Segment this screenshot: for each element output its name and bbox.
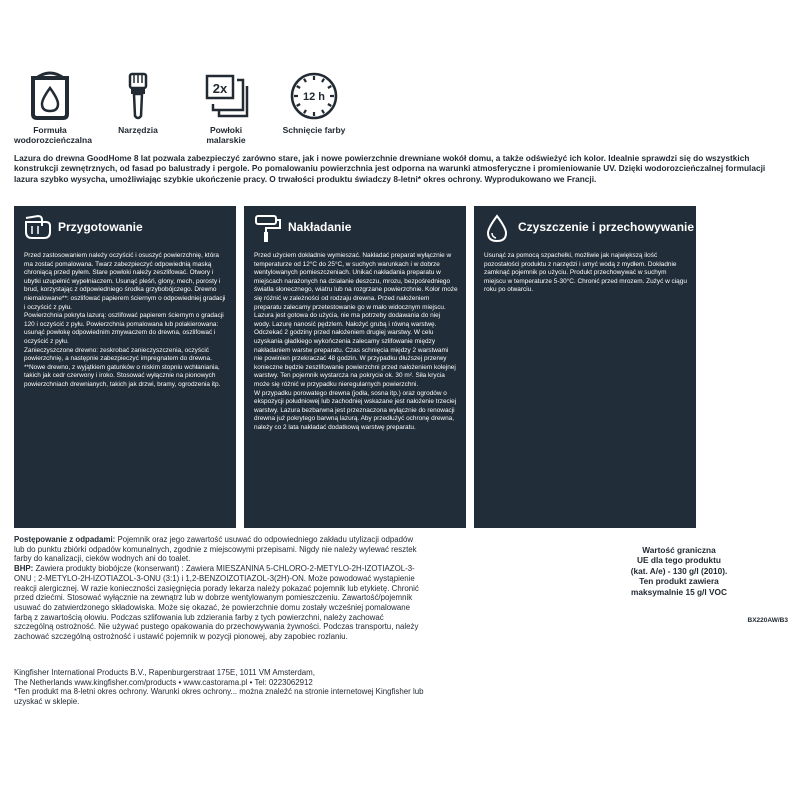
company-info <box>14 668 424 707</box>
feature-drying <box>278 70 350 135</box>
disposal-label: Postępowanie z odpadami: <box>14 535 116 544</box>
panel-paragraph: **Nowe drewno, z wyjątkiem gatunków o niskim stopniu wchłaniania, takich jak cedr czerwony i iroko. Stosować wyłącznie na pionowych powierzchniach drewnianych, takich jak drzwi, bramy, ogrodzenia itp. <box>24 363 221 388</box>
company-contact: The Netherlands www.kingfisher.com/products • www.castorama.pl • Tel: 0223062912 <box>14 677 313 687</box>
feature-label: Formuła wodorozcieńczalna <box>14 125 92 145</box>
product-code: BX220AW/B3 <box>747 617 788 624</box>
voc-line: (kat. A/e) - 130 g/l (2010). <box>630 565 728 576</box>
safety-text: Zawiera produkty biobójcze (konserwant) : Zawiera MIESZANINA 5-CHLORO-2-METYLO-2H-IZOTIAZOL-3-ONU ; 2-METYLO-2H-IZOTIAZOL-3-ONU (3:1) i 1,2-BENZOIZOTIAZOL-3(2H)-ON. Może powodować wystąpienie reakcji alergicznej. W razie konieczności zasięgnięcia porady lekarza należy pokazać pojemnik lub etykietę. Chronić przed dziećmi. Stosować wyłącznie na zewnątrz lub w dobrze wentylowanym pomieszczeniu. Zawartość/pojemnik usuwać do zatwierdzonego składowiska. Może się okazać, że powierzchnie domu zostały wcześniej pomalowane farbą z zawartością ołowiu. Podczas szlifowania lub zdzierania farby z tych powierzchni, należy zachować szczególną ostrożność. Nie używać pustego opakowania do przechowywania żywności. Podczas transportu, należy zachować szczególną ostrożność i ustawić pojemnik w pozycji pionowej, aby zapobiec rozlaniu. <box>14 564 419 642</box>
product-description: Lazura do drewna GoodHome 8 lat pozwala zabezpieczyć zarówno stare, jak i nowe powierzchnie drewniane wokół domu, a także odświeżyć ich kolor. Idealnie sprawdzi się do wszystkich konstrukcji zewnętrznych, od fasad po balustrady i pergole. Po pomalowaniu powierzchnia jest odporna na warunki atmosferyczne i promieniowanie UV. Dzięki wodorozcieńczalnej formulacji lazura szybko wysycha, umożliwiając szybkie ukończenie pracy. O trwałości produktu świadczy 8-letni* okres ochrony. Wyprodukowano we Francji. <box>14 153 766 184</box>
coats-badge: 2x <box>212 81 228 96</box>
feature-label: Narzędzia <box>118 125 158 135</box>
feature-water-based <box>14 70 92 145</box>
brush-icon <box>113 70 163 122</box>
safety-label: BHP: <box>14 564 34 574</box>
voc-line: maksymalnie 15 g/l VOC <box>631 586 727 597</box>
panel-paragraph: Przed użyciem dokładnie wymieszać. Nakładać preparat wyłącznie w temperaturze od 12°C do 25°C, w suchych warunkach i w dobrze wentylowanych pomieszczeniach. Unikać nakładania preparatu w miejscach narażonych na działanie deszczu, mrozu, bezpośredniego światła słonecznego, wiatru lub na rozgrzane powierzchnie. Kolor może się różnić w zależności od rodzaju drewna. Przed nałożeniem preparatu zalecamy przetestowanie go w mało widocznym miejscu. Lazura jest gotowa do użycia, nie ma potrzeby dodawania do niej wody. Lazurę nanosić pędzlem. Nałożyć grubą i równą warstwę. Odczekać 2 godziny przed nałożeniem drugiej warstwy. W celu uzyskania gładkiego wykończenia zalecamy szlifowanie między nakładaniem warstw preparatu. Czas schnięcia między 2 warstwami nie powinien przekraczać 48 godzin. W przypadku dłuższej przerwy konieczne będzie zeszlifowanie powierzchni przed nałożeniem kolejnej warstwy. Ten pojemnik wystarcza na pokrycie ok. 30 m². Siła krycia może się różnić w przypadku nieregularnych powierzchni. <box>254 252 458 388</box>
company-address: Kingfisher International Products B.V., Rapenburgerstraat 175E, 1011 VM Amsterdam, <box>14 668 315 677</box>
feature-label: Schnięcie farby <box>282 125 346 135</box>
voc-line: Ten produkt zawiera <box>639 576 719 587</box>
panel-title: Nakładanie <box>288 220 352 234</box>
paint-roller-icon <box>252 212 284 244</box>
water-drop-icon <box>482 212 512 244</box>
panel-header <box>244 206 466 246</box>
panel-paragraph: Usunąć za pomocą szpachelki, możliwie jak największą ilość pozostałości produktu z narzędzi i umyć wodą z mydłem. Dokładnie zamknąć pojemnik po użyciu. Produkt przechowywać w suchym miejscu w temperaturze 5-30°C. Chronić przed mrozem. Zużyć w ciągu roku po otwarciu. <box>484 252 687 294</box>
drying-badge: 12 h <box>302 91 326 103</box>
panel-application <box>244 206 466 528</box>
panel-paragraph: W przypadku porowatego drewna (jodła, sosna itp.) oraz ogrodów o ekspozycji południowej lub zachodniej wskazane jest nałożenie trzeciej warstwy. Lazura bezbarwna jest przeznaczona wyłącznie do renowacji drewna już pokrytego barwną lazurą. Aby przedłużyć ochronę drewna, należy co 2 lata nakładać dodatkową warstwę preparatu. <box>254 389 457 431</box>
voc-line: UE dla tego produktu <box>637 555 721 566</box>
feature-icons <box>14 70 364 150</box>
sponge-hand-icon <box>22 212 54 242</box>
warranty-note: *Ten produkt ma 8-letni okres ochrony. Warunki okres ochrony... można znaleźć na stronie internetowej Kingfisher lub uzyskać w sklepie. <box>14 687 424 707</box>
panel-paragraph: Zanieczyszczone drewno: zeskrobać zanieczyszczenia, oczyścić powierzchnię, a następnie zabezpieczyć impregnatem do drewna. <box>24 346 212 363</box>
voc-info <box>584 545 774 597</box>
panel-paragraph: Powierzchnia pokryta lazurą: oszlifować papierem ściernym o gradacji 120 i oczyścić z pyłu. Powierzchnia pomalowana lub polakierowana: usunąć powłokę odpowiednim zmywaczem do drewna, oszlifować i oczyścić z pyłu. <box>24 312 224 345</box>
water-drop-can-icon <box>25 70 75 122</box>
panel-header <box>14 206 236 246</box>
panel-body <box>24 252 228 390</box>
feature-tools <box>102 70 174 135</box>
panel-title: Czyszczenie i przechowywanie <box>518 220 695 234</box>
disposal-text: Pojemnik oraz jego zawartość usuwać do odpowiedniego zakładu utylizacji odpadów lub do punktu zbiórki odpadów komunalnych, zgodnie z miejscowymi przepisami. Nigdy nie należy wylewać resztek farby do kanalizacji, cieków wodnych ani do toalet. <box>14 535 417 564</box>
panel-body <box>484 252 688 295</box>
panel-body <box>254 252 458 432</box>
panel-header <box>474 206 696 246</box>
disposal-safety-text <box>14 535 424 642</box>
panel-preparation <box>14 206 236 528</box>
two-coats-icon <box>199 70 253 122</box>
feature-coats <box>190 70 262 145</box>
feature-label: Powłoki malarskie <box>206 125 246 145</box>
panel-cleaning-storage <box>474 206 696 528</box>
panel-paragraph: Przed zastosowaniem należy oczyścić i osuszyć powierzchnię, która ma zostać pomalowana. Twarz zabezpieczyć odpowiednią maską chroniącą przed pyłem. Stare powłoki należy zeszlifować. Otwory i ubytki uzupełnić wypełniaczem. Usunąć pleśń, glony, mech, porosty i brud, korzystając z odpowiedniego środka grzybobójczego. Drewno niemalowane**: oszlifować papierem ściernym o odpowiedniej gradacji i oczyścić z pyłu. <box>24 252 226 311</box>
panel-title: Przygotowanie <box>58 220 143 234</box>
voc-line: Wartość graniczna <box>642 545 716 555</box>
clock-icon <box>288 70 340 122</box>
